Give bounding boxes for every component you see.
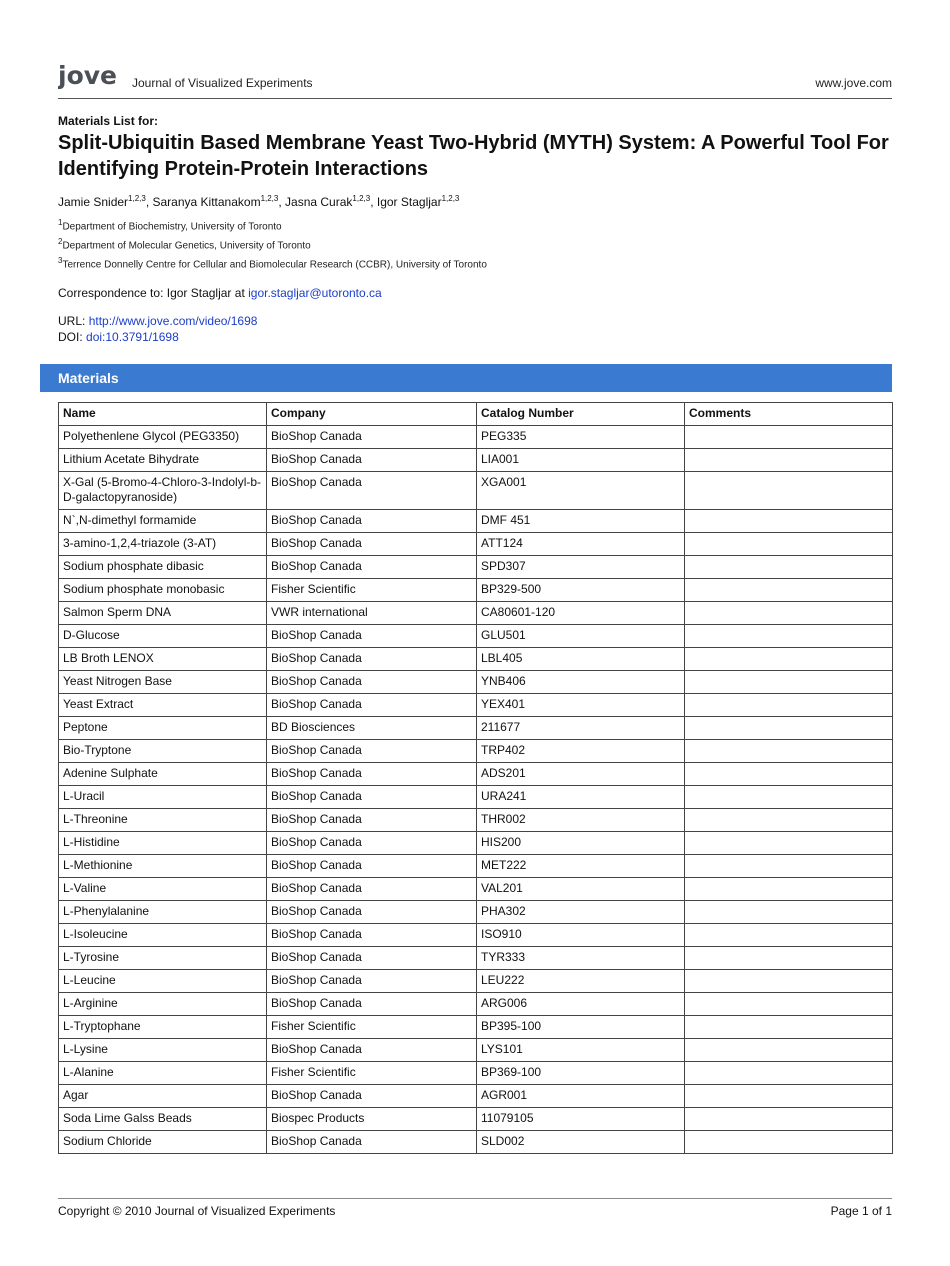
table-cell: THR002 <box>477 809 685 832</box>
table-cell: XGA001 <box>477 472 685 510</box>
table-cell: DMF 451 <box>477 510 685 533</box>
author-name: Saranya Kittanakom <box>152 195 261 209</box>
table-cell: URA241 <box>477 786 685 809</box>
table-cell: BioShop Canada <box>267 510 477 533</box>
table-cell: X-Gal (5-Bromo-4-Chloro-3-Indolyl-b-D-galactopyranoside) <box>59 472 267 510</box>
table-cell: Salmon Sperm DNA <box>59 602 267 625</box>
table-cell: BioShop Canada <box>267 426 477 449</box>
table-cell: PHA302 <box>477 901 685 924</box>
table-cell: Yeast Nitrogen Base <box>59 671 267 694</box>
table-cell: L-Arginine <box>59 993 267 1016</box>
table-cell: BP395-100 <box>477 1016 685 1039</box>
article-title: Split-Ubiquitin Based Membrane Yeast Two-Hybrid (MYTH) System: A Powerful Tool For Identifying Protein-Protein Interactions <box>58 132 889 180</box>
table-cell: L-Methionine <box>59 855 267 878</box>
table-cell: Agar <box>59 1085 267 1108</box>
table-row <box>59 556 893 579</box>
author-affiliation-sup: 1,2,3 <box>441 194 460 203</box>
table-cell: BioShop Canada <box>267 648 477 671</box>
table-row <box>59 717 893 740</box>
table-cell <box>685 579 893 602</box>
table-cell: ADS201 <box>477 763 685 786</box>
table-row <box>59 1131 893 1154</box>
table-cell <box>685 993 893 1016</box>
table-cell: BioShop Canada <box>267 1085 477 1108</box>
table-row <box>59 602 893 625</box>
table-cell: BioShop Canada <box>267 855 477 878</box>
table-cell: 11079105 <box>477 1108 685 1131</box>
table-cell: BioShop Canada <box>267 993 477 1016</box>
url-line: URL: http://www.jove.com/video/1698 <box>58 314 258 328</box>
table-cell <box>685 694 893 717</box>
table-cell: YNB406 <box>477 671 685 694</box>
table-row <box>59 1108 893 1131</box>
table-cell: L-Tyrosine <box>59 947 267 970</box>
page-number: Page 1 of 1 <box>830 1204 892 1218</box>
author-name: Igor Stagljar <box>376 195 442 209</box>
author-affiliation-sup: 1,2,3 <box>128 194 146 203</box>
table-cell: GLU501 <box>477 625 685 648</box>
table-cell: BioShop Canada <box>267 1039 477 1062</box>
table-cell: L-Uracil <box>59 786 267 809</box>
page-footer <box>58 1198 892 1218</box>
table-cell: BioShop Canada <box>267 832 477 855</box>
table-cell <box>685 924 893 947</box>
table-cell: BioShop Canada <box>267 472 477 510</box>
table-cell <box>685 472 893 510</box>
table-cell: VAL201 <box>477 878 685 901</box>
table-cell: Fisher Scientific <box>267 1062 477 1085</box>
table-row <box>59 648 893 671</box>
table-row <box>59 694 893 717</box>
table-cell: L-Tryptophane <box>59 1016 267 1039</box>
column-header: Name <box>59 403 267 426</box>
author-list: Jamie Snider$^{1,2,3}$, Saranya Kittanakom$^{1,2,3}$, Jasna Curak$^{1,2,3}$, Igor Stagljar$^{1,2,3}$ <box>58 194 460 209</box>
table-cell: YEX401 <box>477 694 685 717</box>
table-cell: MET222 <box>477 855 685 878</box>
table-header-row <box>59 403 893 426</box>
table-cell: Fisher Scientific <box>267 1016 477 1039</box>
table-cell <box>685 426 893 449</box>
table-cell <box>685 1039 893 1062</box>
table-cell: L-Threonine <box>59 809 267 832</box>
table-cell <box>685 449 893 472</box>
table-cell: L-Lysine <box>59 1039 267 1062</box>
table-row <box>59 1016 893 1039</box>
table-cell: LIA001 <box>477 449 685 472</box>
table-cell: BioShop Canada <box>267 449 477 472</box>
copyright: Copyright © 2010 Journal of Visualized Experiments <box>58 1204 336 1218</box>
table-row <box>59 832 893 855</box>
table-row <box>59 901 893 924</box>
table-cell: BP369-100 <box>477 1062 685 1085</box>
table-cell: L-Alanine <box>59 1062 267 1085</box>
table-cell: LYS101 <box>477 1039 685 1062</box>
table-cell: PEG335 <box>477 426 685 449</box>
table-cell: Bio-Tryptone <box>59 740 267 763</box>
table-cell <box>685 1131 893 1154</box>
site-url[interactable]: www.jove.com <box>815 76 892 90</box>
table-cell <box>685 556 893 579</box>
table-cell: Adenine Sulphate <box>59 763 267 786</box>
table-cell: AGR001 <box>477 1085 685 1108</box>
table-cell: Sodium Chloride <box>59 1131 267 1154</box>
table-row <box>59 786 893 809</box>
table-cell: TYR333 <box>477 947 685 970</box>
table-cell: BioShop Canada <box>267 533 477 556</box>
table-cell: TRP402 <box>477 740 685 763</box>
table-row <box>59 472 893 510</box>
table-cell: BioShop Canada <box>267 970 477 993</box>
table-row <box>59 426 893 449</box>
affiliation-2: $^2$Department of Molecular Genetics, University of Toronto <box>58 237 311 252</box>
table-row <box>59 579 893 602</box>
table-row <box>59 763 893 786</box>
table-cell: LEU222 <box>477 970 685 993</box>
doi-line: DOI: doi:10.3791/1698 <box>58 330 179 344</box>
table-cell: BioShop Canada <box>267 1131 477 1154</box>
journal-name: Journal of Visualized Experiments <box>132 76 313 90</box>
materials-table <box>58 402 893 1154</box>
table-cell <box>685 947 893 970</box>
table-cell: N`,N-dimethyl formamide <box>59 510 267 533</box>
table-cell <box>685 855 893 878</box>
table-cell <box>685 1108 893 1131</box>
table-cell: CA80601-120 <box>477 602 685 625</box>
table-row <box>59 947 893 970</box>
column-header: Comments <box>685 403 893 426</box>
author-name: Jasna Curak <box>285 195 353 209</box>
table-cell: BioShop Canada <box>267 671 477 694</box>
materials-list-label: Materials List for: <box>58 114 159 128</box>
table-row <box>59 878 893 901</box>
table-row <box>59 1039 893 1062</box>
correspondence: Correspondence to: Igor Stagljar at igor.stagljar@utoronto.ca <box>58 286 382 300</box>
table-cell: L-Leucine <box>59 970 267 993</box>
table-cell: Yeast Extract <box>59 694 267 717</box>
table-cell: Soda Lime Galss Beads <box>59 1108 267 1131</box>
table-cell: BP329-500 <box>477 579 685 602</box>
author-name: Jamie Snider <box>58 195 129 209</box>
table-cell: LBL405 <box>477 648 685 671</box>
table-cell <box>685 763 893 786</box>
table-cell: 211677 <box>477 717 685 740</box>
table-cell: L-Histidine <box>59 832 267 855</box>
affiliation-3: $^3$Terrence Donnelly Centre for Cellular and Biomolecular Research (CCBR), University of Toronto <box>58 256 487 271</box>
table-row <box>59 449 893 472</box>
affiliation-1: $^1$Department of Biochemistry, University of Toronto <box>58 218 282 233</box>
table-cell: D-Glucose <box>59 625 267 648</box>
table-cell <box>685 533 893 556</box>
table-row <box>59 924 893 947</box>
table-cell: BioShop Canada <box>267 878 477 901</box>
table-cell: ARG006 <box>477 993 685 1016</box>
table-cell <box>685 671 893 694</box>
table-cell: VWR international <box>267 602 477 625</box>
table-cell: BioShop Canada <box>267 763 477 786</box>
table-cell: SLD002 <box>477 1131 685 1154</box>
table-cell: HIS200 <box>477 832 685 855</box>
table-cell: Polyethenlene Glycol (PEG3350) <box>59 426 267 449</box>
author-affiliation-sup: 1,2,3 <box>260 194 279 203</box>
table-cell <box>685 809 893 832</box>
table-cell: 3-amino-1,2,4-triazole (3-AT) <box>59 533 267 556</box>
table-cell <box>685 602 893 625</box>
table-row <box>59 1085 893 1108</box>
table-cell: Peptone <box>59 717 267 740</box>
page-header <box>58 58 892 99</box>
table-cell <box>685 832 893 855</box>
table-cell <box>685 970 893 993</box>
table-cell: BioShop Canada <box>267 924 477 947</box>
table-cell <box>685 717 893 740</box>
table-cell: LB Broth LENOX <box>59 648 267 671</box>
table-cell: L-Valine <box>59 878 267 901</box>
table-row <box>59 993 893 1016</box>
table-cell: Biospec Products <box>267 1108 477 1131</box>
table-cell: BioShop Canada <box>267 625 477 648</box>
column-header: Company <box>267 403 477 426</box>
table-row <box>59 1062 893 1085</box>
table-cell <box>685 1085 893 1108</box>
table-cell: L-Phenylalanine <box>59 901 267 924</box>
table-cell <box>685 625 893 648</box>
table-cell <box>685 786 893 809</box>
table-row <box>59 510 893 533</box>
table-cell: BioShop Canada <box>267 694 477 717</box>
column-header: Catalog Number <box>477 403 685 426</box>
table-cell: BioShop Canada <box>267 947 477 970</box>
table-cell: SPD307 <box>477 556 685 579</box>
table-row <box>59 625 893 648</box>
table-cell <box>685 1062 893 1085</box>
author-affiliation-sup: 1,2,3 <box>352 194 371 203</box>
table-row <box>59 809 893 832</box>
doi-link[interactable]: doi:10.3791/1698 <box>86 330 179 344</box>
table-cell <box>685 1016 893 1039</box>
table-cell: BioShop Canada <box>267 556 477 579</box>
table-row <box>59 671 893 694</box>
table-cell <box>685 648 893 671</box>
table-row <box>59 740 893 763</box>
table-cell <box>685 878 893 901</box>
table-cell: Fisher Scientific <box>267 579 477 602</box>
table-cell: BioShop Canada <box>267 740 477 763</box>
table-cell: BD Biosciences <box>267 717 477 740</box>
table-cell: ISO910 <box>477 924 685 947</box>
table-cell: L-Isoleucine <box>59 924 267 947</box>
table-cell <box>685 510 893 533</box>
table-cell: Sodium phosphate monobasic <box>59 579 267 602</box>
table-row <box>59 533 893 556</box>
table-cell <box>685 740 893 763</box>
table-cell: Lithium Acetate Bihydrate <box>59 449 267 472</box>
jove-logo <box>58 60 126 94</box>
article-url-link[interactable]: http://www.jove.com/video/1698 <box>88 314 258 328</box>
table-row <box>59 855 893 878</box>
table-cell <box>685 901 893 924</box>
table-cell: BioShop Canada <box>267 901 477 924</box>
table-cell: Sodium phosphate dibasic <box>59 556 267 579</box>
table-cell: BioShop Canada <box>267 809 477 832</box>
table-cell: ATT124 <box>477 533 685 556</box>
correspondence-email-link[interactable]: igor.stagljar@utoronto.ca <box>248 286 382 300</box>
table-row <box>59 970 893 993</box>
materials-heading: Materials <box>40 364 892 392</box>
table-cell: BioShop Canada <box>267 786 477 809</box>
jove-logo-text: jove <box>58 61 117 90</box>
